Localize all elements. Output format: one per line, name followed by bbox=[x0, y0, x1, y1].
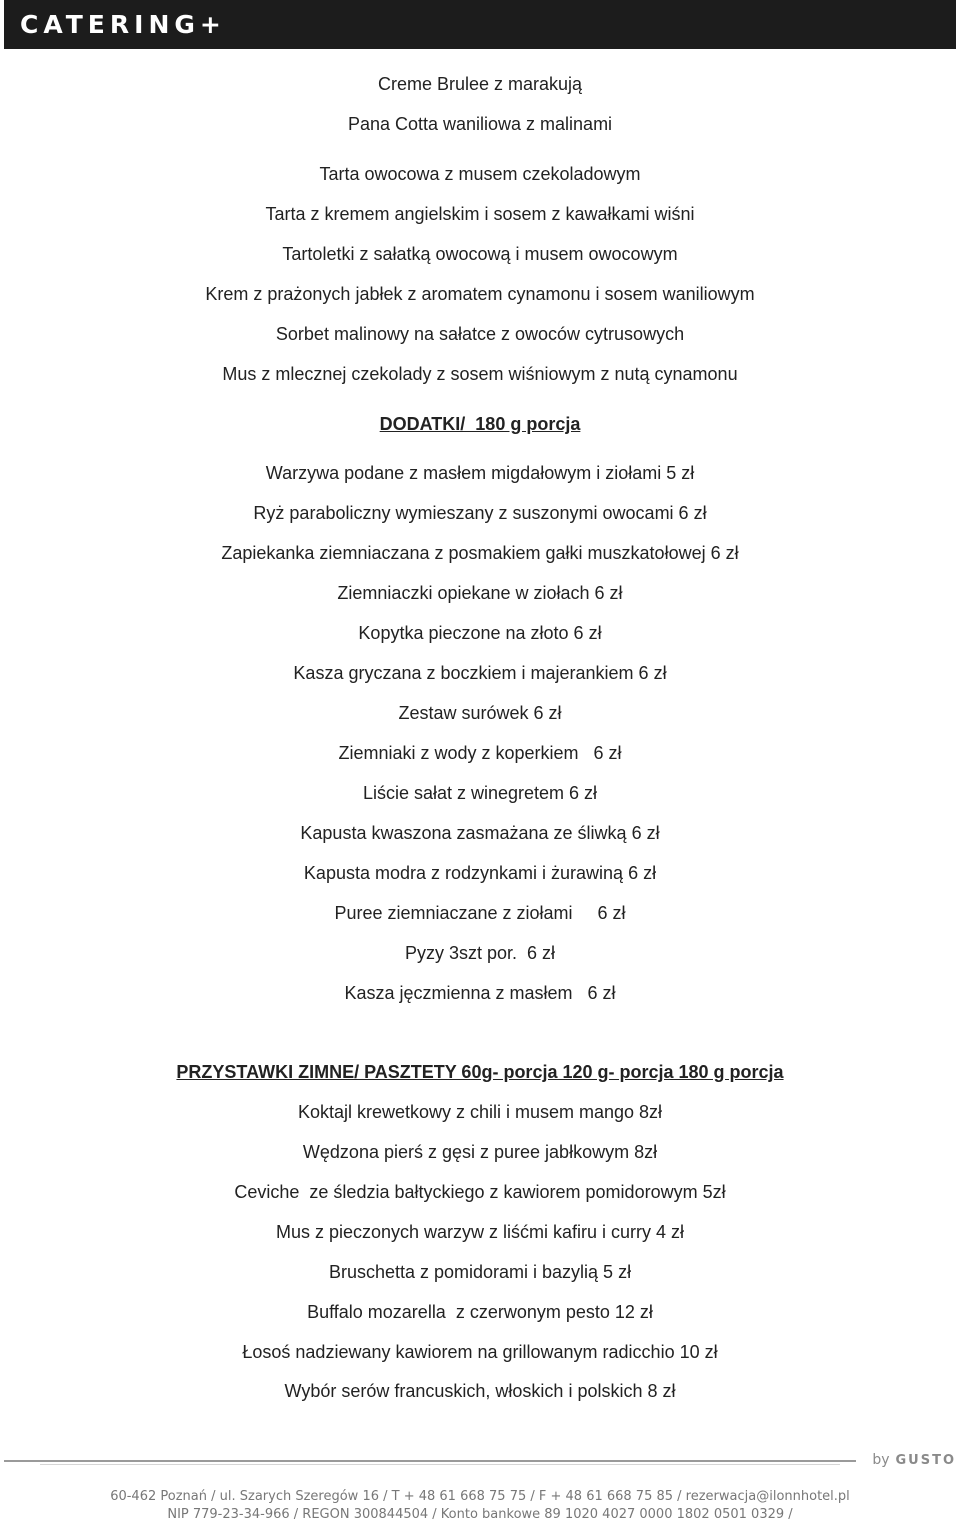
footer-address: 60-462 Poznań / ul. Szarych Szeregów 16 / T + 48 61 668 75 75 / F + 48 61 668 75 85 / rezerwacja@ilonnhotel.pl bbox=[110, 1489, 850, 1504]
side-item: Puree ziemniaczane z ziołami 6 zł bbox=[334, 903, 626, 923]
gusto-logo bbox=[872, 1452, 956, 1468]
dessert-item: Tarta owocowa z musem czekoladowym bbox=[319, 164, 641, 184]
footer-registry: NIP 779-23-34-966 / REGON 300844504 / Konto bankowe 89 1020 4027 0000 1802 0501 0329 / bbox=[167, 1507, 793, 1522]
side-item: Kapusta modra z rodzynkami i żurawiną 6 zł bbox=[303, 863, 657, 883]
side-item: Zestaw surówek 6 zł bbox=[398, 703, 562, 723]
side-item: Ziemniaki z wody z koperkiem 6 zł bbox=[338, 743, 622, 763]
starter-item: Koktajl krewetkowy z chili i musem mango 8zł bbox=[297, 1102, 663, 1122]
dessert-item: Mus z mlecznej czekolady z sosem wiśniowym z nutą cynamonu bbox=[222, 364, 738, 384]
footer-divider-shadow bbox=[40, 1464, 840, 1465]
gusto-logo-text: GUSTO bbox=[895, 1453, 956, 1468]
side-item: Liście sałat z winegretem 6 zł bbox=[362, 783, 598, 803]
side-item: Pyzy 3szt por. 6 zł bbox=[404, 943, 556, 963]
footer-divider bbox=[4, 1460, 856, 1462]
side-item: Ryż paraboliczny wymieszany z suszonymi owocami 6 zł bbox=[253, 503, 707, 523]
starter-item: Ceviche ze śledzia bałtyckiego z kawiorem pomidorowym 5zł bbox=[234, 1182, 726, 1202]
starter-item: Łosoś nadziewany kawiorem na grillowanym radicchio 10 zł bbox=[242, 1342, 718, 1362]
gusto-logo-by: by bbox=[872, 1452, 890, 1468]
starter-item: Wędzona pierś z gęsi z puree jabłkowym 8zł bbox=[302, 1142, 658, 1162]
dessert-item: Sorbet malinowy na sałatce z owoców cytrusowych bbox=[275, 324, 685, 344]
sides-heading: DODATKI/ 180 g porcja bbox=[379, 414, 581, 434]
cold-starters-heading: PRZYSTAWKI ZIMNE/ PASZTETY 60g- porcja 120 g- porcja 180 g porcja bbox=[176, 1062, 784, 1082]
dessert-item: Creme Brulee z marakują bbox=[377, 74, 583, 94]
side-item: Kopytka pieczone na złoto 6 zł bbox=[358, 623, 602, 643]
side-item: Kasza jęczmienna z masłem 6 zł bbox=[344, 983, 616, 1003]
dessert-item: Tartoletki z sałatką owocową i musem owocowym bbox=[282, 244, 678, 264]
dessert-item: Pana Cotta waniliowa z malinami bbox=[347, 114, 613, 134]
dessert-item: Krem z prażonych jabłek z aromatem cynamonu i sosem waniliowym bbox=[205, 284, 755, 304]
side-item: Kasza gryczana z boczkiem i majerankiem 6 zł bbox=[293, 663, 667, 683]
starter-item: Buffalo mozarella z czerwonym pesto 12 zł bbox=[307, 1302, 653, 1322]
starter-item: Mus z pieczonych warzyw z liśćmi kafiru i curry 4 zł bbox=[275, 1222, 685, 1242]
starter-item: Wybór serów francuskich, włoskich i polskich 8 zł bbox=[284, 1381, 676, 1401]
side-item: Kapusta kwaszona zasmażana ze śliwką 6 zł bbox=[300, 823, 660, 843]
dessert-item: Tarta z kremem angielskim i sosem z kawałkami wiśni bbox=[265, 204, 695, 224]
side-item: Zapiekanka ziemniaczana z posmakiem gałki muszkatołowej 6 zł bbox=[221, 543, 739, 563]
starter-item: Bruschetta z pomidorami i bazylią 5 zł bbox=[328, 1262, 632, 1282]
side-item: Warzywa podane z masłem migdałowym i ziołami 5 zł bbox=[265, 463, 695, 483]
header-bar bbox=[4, 0, 956, 49]
brand-logo: CATERING+ bbox=[20, 10, 226, 39]
side-item: Ziemniaczki opiekane w ziołach 6 zł bbox=[337, 583, 623, 603]
